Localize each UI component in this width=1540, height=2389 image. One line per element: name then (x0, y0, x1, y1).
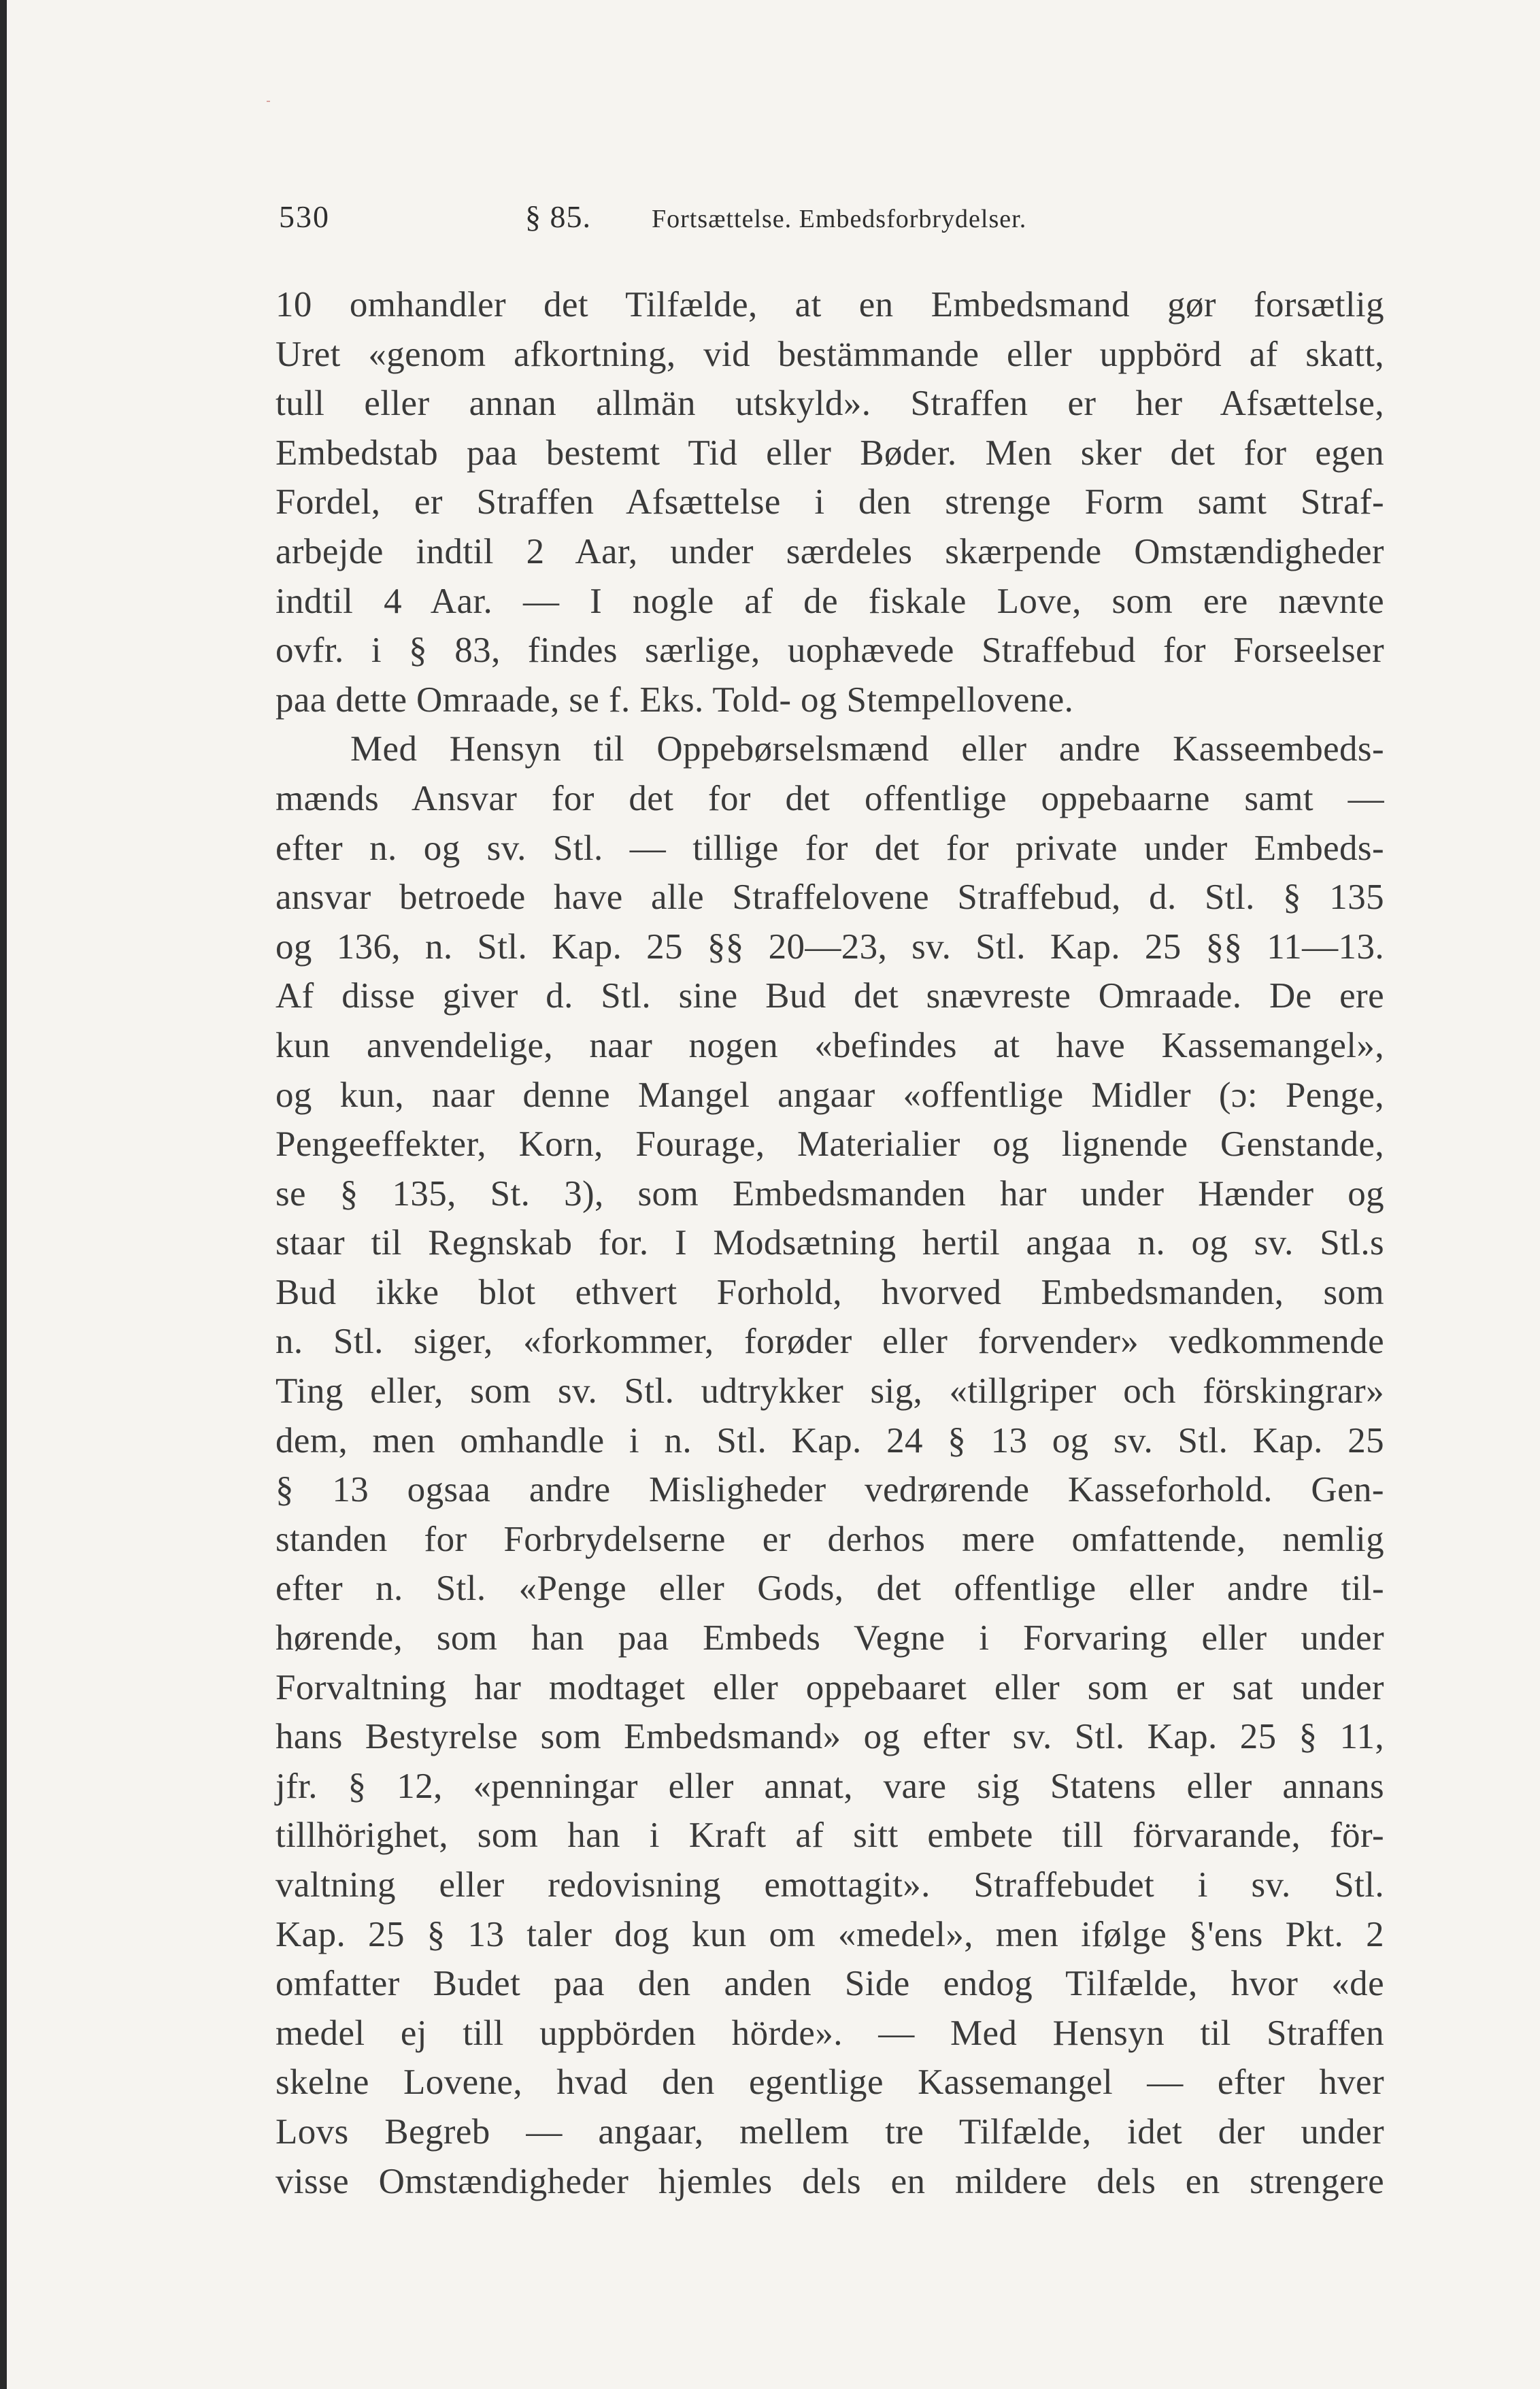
text-line: Bud ikke blot ethvert Forhold, hvorved Embedsmanden, som (275, 1272, 1384, 1312)
text-line: ansvar betroede have alle Straffelovene Straffebud, d. Stl. § 135 (275, 878, 1384, 918)
text-line: Kap. 25 § 13 taler dog kun om «medel», men ifølge §'ens Pkt. 2 (275, 1914, 1384, 1954)
text-line: se § 135, St. 3), som Embedsmanden har under Hænder og (275, 1173, 1384, 1214)
text-line: dem, men omhandle i n. Stl. Kap. 24 § 13 og sv. Stl. Kap. 25 (275, 1420, 1384, 1460)
text-line: kun anvendelige, naar nogen «befindes at have Kassemangel», (275, 1025, 1384, 1065)
text-line: visse Omstændigheder hjemles dels en mildere dels en strengere (275, 2161, 1384, 2201)
text-line: arbejde indtil 2 Aar, under særdeles skærpende Omstændigheder (275, 531, 1384, 571)
text-line: Embedstab paa bestemt Tid eller Bøder. Men sker det for egen (275, 433, 1384, 473)
text-line: § 13 ogsaa andre Misligheder vedrørende Kasseforhold. Gen- (275, 1470, 1384, 1510)
text-line: jfr. § 12, «penningar eller annat, vare sig Statens eller annans (275, 1766, 1384, 1806)
text-line: Ting eller, som sv. Stl. udtrykker sig, «tillgriper och förskingrar» (275, 1371, 1384, 1411)
running-title: Fortsættelse. Embedsforbrydelser. (652, 205, 1027, 233)
text-line: Forvaltning har modtaget eller oppebaaret eller som er sat under (275, 1667, 1384, 1707)
paragraph-2 (275, 724, 1384, 2206)
text-line: hans Bestyrelse som Embedsmand» og efter sv. Stl. Kap. 25 § 11, (275, 1717, 1384, 1757)
text-line: Uret «genom afkortning, vid bestämmande eller uppbörd af skatt, (275, 334, 1384, 374)
text-line: ovfr. i § 83, findes særlige, uophævede Straffebud for Forseelser (275, 631, 1384, 671)
text-line: staar til Regnskab for. I Modsætning hertil angaa n. og sv. Stl.s (275, 1223, 1384, 1263)
text-line: Lovs Begreb — angaar, mellem tre Tilfælde, idet der under (275, 2111, 1384, 2152)
text-line: omfatter Budet paa den anden Side endog Tilfælde, hvor «de (275, 1964, 1384, 2004)
text-line: hørende, som han paa Embeds Vegne i Forvaring eller under (275, 1618, 1384, 1658)
text-line: skelne Lovene, hvad den egentlige Kassemangel — efter hver (275, 2062, 1384, 2103)
text-line: og 136, n. Stl. Kap. 25 §§ 20—23, sv. Stl. Kap. 25 §§ 11—13. (275, 926, 1384, 967)
text-line: indtil 4 Aar. — I nogle af de fiskale Love, som ere nævnte (275, 581, 1384, 621)
text-line: og kun, naar denne Mangel angaar «offentlige Midler (ɔ: Penge, (275, 1075, 1384, 1115)
text-line: mænds Ansvar for det for det offentlige oppebaarne samt — (275, 778, 1384, 818)
body-text (275, 280, 1384, 2206)
paragraph-1 (275, 280, 1384, 724)
text-line: standen for Forbrydelserne er derhos mere omfattende, nemlig (275, 1519, 1384, 1559)
text-line: Fordel, er Straffen Afsættelse i den strenge Form samt Straf- (275, 482, 1384, 522)
text-line: efter n. Stl. «Penge eller Gods, det offentlige eller andre til- (275, 1569, 1384, 1609)
text-line: tull eller annan allmän utskyld». Straffen er her Afsættelse, (275, 384, 1384, 424)
text-line: 10 omhandler det Tilfælde, at en Embedsmand gør forsætlig (275, 285, 1384, 324)
text-line: valtning eller redovisning emottagit». Straffebudet i sv. Stl. (275, 1865, 1384, 1905)
text-line: Med Hensyn til Oppebørselsmænd eller andre Kasseembeds- (350, 729, 1384, 769)
text-line: efter n. og sv. Stl. — tillige for det for private under Embeds- (275, 828, 1384, 868)
running-header (279, 199, 1394, 239)
text-line: tillhörighet, som han i Kraft af sitt embete till förvarande, för- (275, 1816, 1384, 1856)
section-reference: § 85. (525, 199, 591, 234)
text-line: medel ej till uppbörden hörde». — Med Hensyn til Straffen (275, 2013, 1384, 2053)
text-line: Af disse giver d. Stl. sine Bud det snævreste Omraade. De ere (275, 976, 1384, 1016)
scan-border (0, 0, 7, 2389)
text-line: n. Stl. siger, «forkommer, forøder eller forvender» vedkommende (275, 1322, 1384, 1362)
page-number: 530 (279, 199, 330, 234)
text-line: Pengeeffekter, Korn, Fourage, Materialier og lignende Genstande, (275, 1124, 1384, 1165)
text-line: paa dette Omraade, se f. Eks. Told- og Stempellovene. (275, 680, 1074, 720)
ink-speck (267, 101, 270, 102)
